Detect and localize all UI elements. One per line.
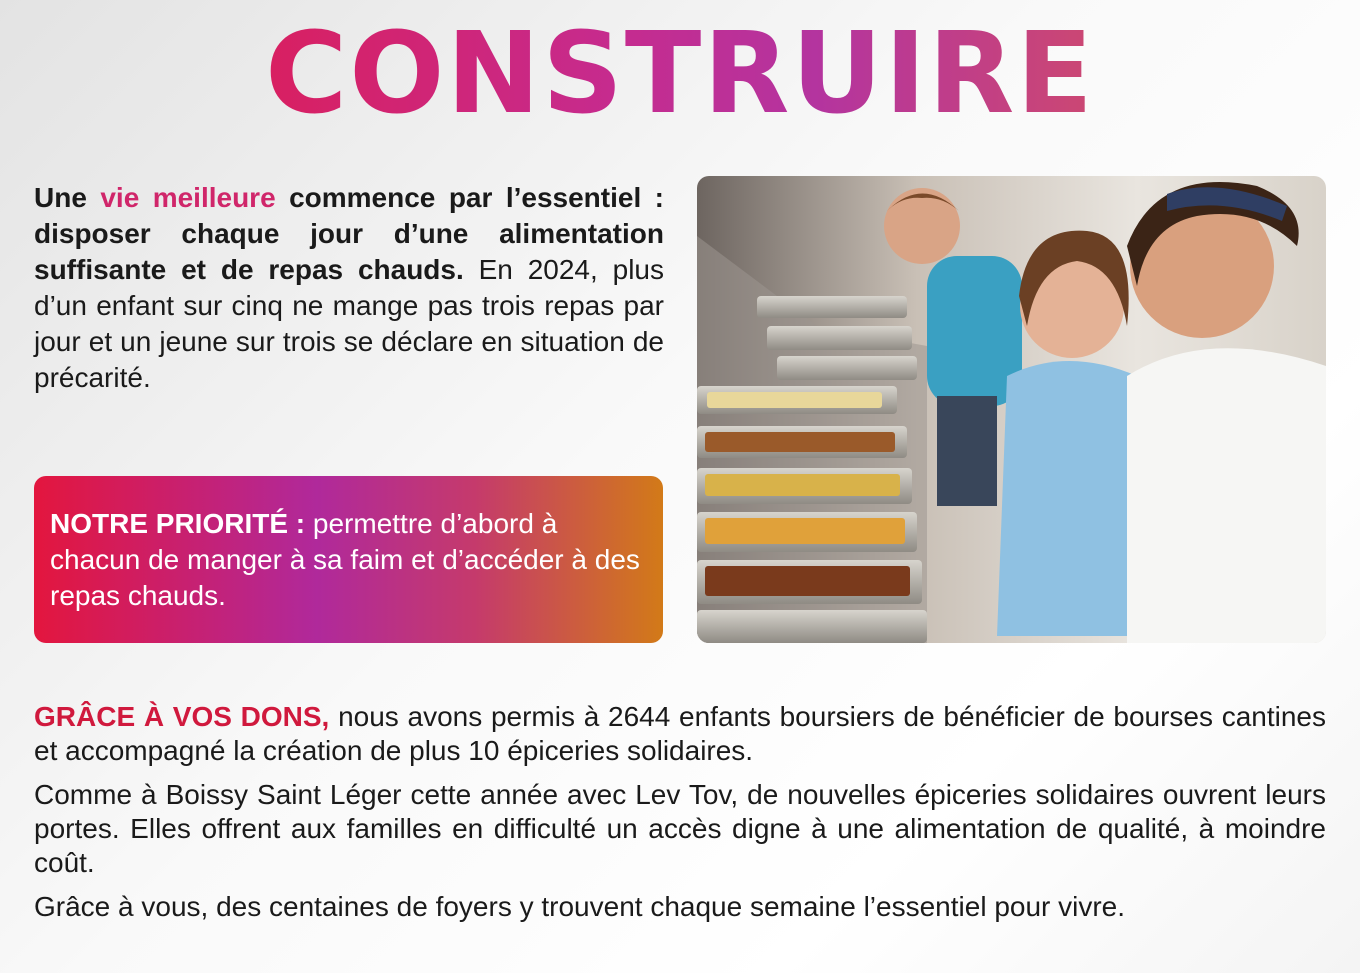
page-title: CONSTRUIRE <box>0 14 1360 134</box>
intro-bold-end: commence par l’essentiel : disposer chaque jour d’une alimentation suffisante et de repas chauds. <box>34 182 664 285</box>
thanks-paragraph: Grâce à vous, des centaines de foyers y trouvent chaque semaine l’essentiel pour vivre. <box>34 891 1126 922</box>
intro-bold-start: Une <box>34 182 101 213</box>
grocery-paragraph: Comme à Boissy Saint Léger cette année avec Lev Tov, de nouvelles épiceries solidaires ouvrent leurs portes. Elles offrent aux familles en difficulté un accès digne à une alimentation de qualité, à moindre coût. <box>34 779 1326 878</box>
intro-highlight: vie meilleure <box>100 182 276 213</box>
intro-statistic-text: En 2024, plus d’un enfant sur cinq ne mange pas trois repas par jour et un jeune sur trois se déclare en situation de précarité. <box>34 254 664 393</box>
priority-text: permettre d’abord à chacun de manger à sa faim et d’accéder à des repas chauds. <box>50 508 640 611</box>
donations-label: GRÂCE À VOS DONS, <box>34 701 330 732</box>
donations-paragraph <box>34 700 1326 768</box>
bottom-section <box>34 700 1326 934</box>
canteen-illustration <box>697 176 1326 643</box>
priority-label: NOTRE PRIORITÉ : <box>50 508 306 539</box>
children-canteen-photo <box>697 176 1326 643</box>
priority-callout <box>34 476 663 643</box>
donations-text: nous avons permis à 2644 enfants boursiers de bénéficier de bourses cantines et accompagné la création de plus 10 épiceries solidaires. <box>34 701 1327 766</box>
intro-paragraph <box>34 180 664 396</box>
